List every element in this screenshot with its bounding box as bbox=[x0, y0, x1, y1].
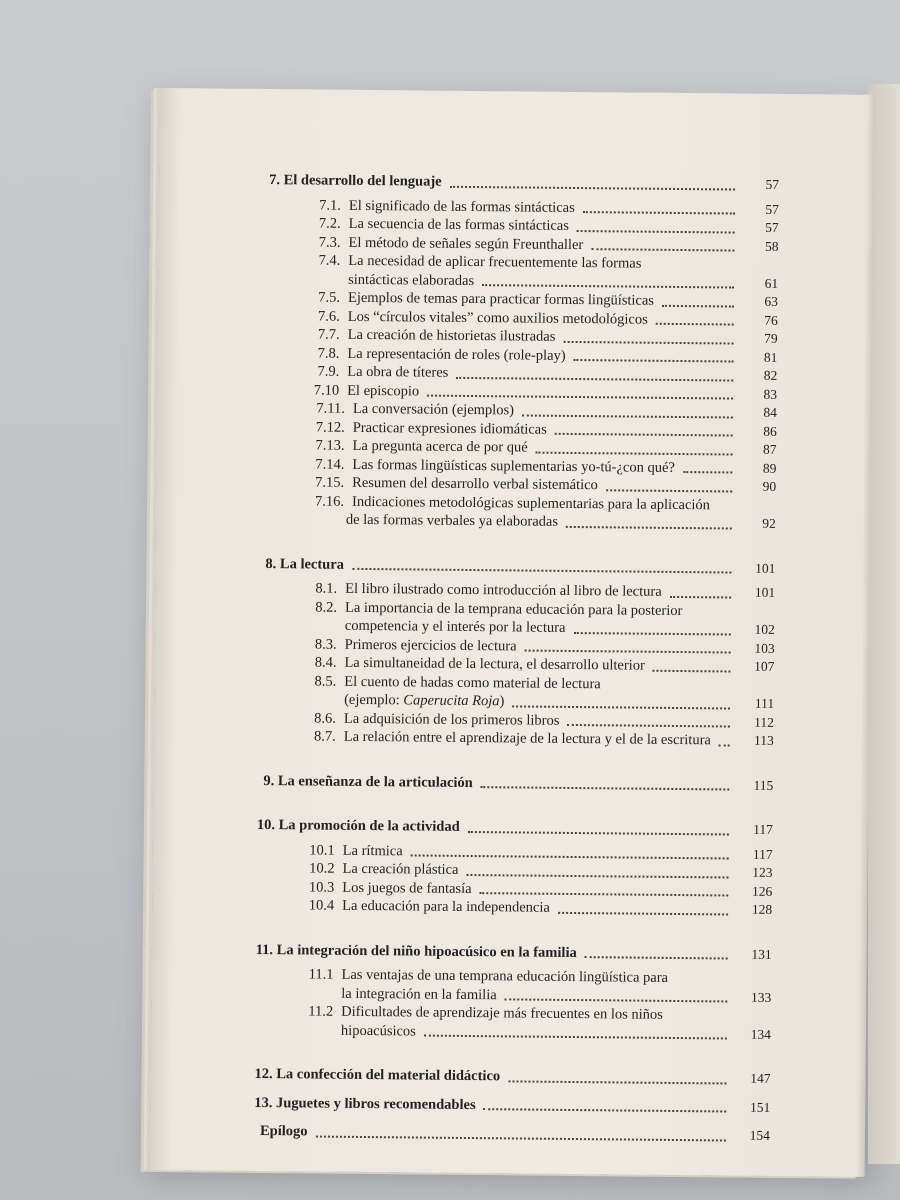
leader-dots bbox=[427, 394, 733, 400]
chapter-heading bbox=[263, 772, 473, 793]
chapter-heading bbox=[256, 940, 577, 962]
leader-dots bbox=[352, 567, 731, 574]
section-title: La obra de títeres bbox=[347, 363, 449, 381]
chapter-number: 13. bbox=[254, 1094, 273, 1111]
section-number: 7.15. bbox=[315, 474, 345, 491]
section-number: 8.5. bbox=[314, 673, 337, 690]
toc-section-entry[interactable] bbox=[265, 598, 775, 640]
chapter-number: 8. bbox=[265, 555, 277, 572]
section-page-number: 86 bbox=[763, 423, 777, 439]
leader-dots bbox=[567, 723, 730, 728]
section-title: Indicaciones metodológicas suplementarias para la aplicación bbox=[351, 493, 711, 513]
chapter-page-number: 154 bbox=[749, 1127, 771, 1143]
chapter-page-number: 151 bbox=[749, 1099, 771, 1115]
section-page-number: 101 bbox=[754, 584, 776, 600]
section-page-number: 89 bbox=[762, 460, 777, 476]
section-page-number: 92 bbox=[762, 515, 776, 531]
chapter-title: Epílogo bbox=[259, 1123, 308, 1140]
toc-section-entry[interactable] bbox=[268, 251, 778, 293]
section-title: La secuencia de las formas sintácticas bbox=[348, 215, 569, 234]
chapter-number: 10. bbox=[256, 816, 276, 834]
section-number: 8.4. bbox=[314, 654, 337, 671]
section-heading bbox=[284, 672, 601, 694]
leader-dots bbox=[522, 413, 733, 418]
section-number: 11.2 bbox=[308, 1003, 334, 1020]
section-page-number: 111 bbox=[754, 695, 775, 711]
section-heading bbox=[281, 1002, 663, 1024]
section-number: 8.2. bbox=[315, 599, 338, 616]
chapter-title: Juguetes y libros recomendables bbox=[275, 1094, 476, 1113]
leader-dots bbox=[536, 450, 733, 455]
section-number: 7.8. bbox=[317, 345, 340, 362]
section-heading bbox=[282, 859, 458, 879]
section-heading bbox=[282, 878, 471, 898]
section-page-number: 90 bbox=[762, 478, 777, 494]
section-number: 7.1. bbox=[319, 197, 341, 214]
section-number: 7.16. bbox=[314, 493, 345, 510]
chapter-page-number: 117 bbox=[753, 821, 773, 837]
section-page-number: 58 bbox=[764, 238, 779, 254]
section-title: La importancia de la temprana educación para la posterior bbox=[344, 599, 683, 619]
section-title: La rítmica bbox=[342, 842, 403, 859]
section-page-number: 83 bbox=[763, 386, 778, 402]
leader-dots bbox=[468, 829, 729, 835]
leader-dots bbox=[719, 743, 730, 746]
section-heading bbox=[287, 418, 547, 439]
section-page-number: 103 bbox=[754, 640, 775, 656]
section-heading bbox=[282, 896, 550, 917]
table-of-contents bbox=[254, 171, 780, 1145]
section-page-number: 123 bbox=[752, 864, 773, 880]
leader-dots bbox=[482, 283, 734, 288]
section-heading bbox=[281, 965, 668, 987]
toc-section-entry[interactable] bbox=[261, 1002, 771, 1044]
section-page-number: 61 bbox=[764, 275, 779, 291]
chapter-number: 12. bbox=[254, 1065, 273, 1083]
section-number: 7.10 bbox=[313, 381, 340, 399]
section-heading bbox=[287, 381, 419, 401]
section-number: 8.1. bbox=[315, 580, 338, 597]
chapter-heading bbox=[269, 171, 442, 191]
section-number: 7.2. bbox=[318, 215, 341, 232]
section-number: 8.3. bbox=[314, 636, 337, 653]
toc-section-entry[interactable] bbox=[264, 672, 774, 714]
section-number: 10.1 bbox=[309, 841, 335, 859]
leader-dots bbox=[662, 303, 734, 307]
book-page bbox=[150, 88, 875, 1177]
section-page-number: 113 bbox=[753, 732, 774, 748]
section-number: 8.7. bbox=[313, 728, 336, 745]
section-page-number: 128 bbox=[751, 901, 773, 917]
chapter-title: La promoción de la actividad bbox=[278, 817, 460, 835]
leader-dots bbox=[558, 910, 728, 915]
leader-dots bbox=[564, 339, 734, 344]
chapter-title: La enseñanza de la articulación bbox=[277, 772, 473, 791]
chapter-heading bbox=[257, 816, 460, 836]
section-number: 7.4. bbox=[318, 252, 341, 269]
section-title-continued: hipoacúsicos bbox=[340, 1022, 416, 1039]
section-number: 10.3 bbox=[308, 878, 335, 896]
section-title: La representación de roles (role-play) bbox=[347, 345, 566, 364]
section-page-number: 112 bbox=[754, 714, 775, 730]
leader-dots bbox=[483, 1107, 726, 1112]
leader-dots bbox=[566, 524, 732, 529]
chapter-number: 11. bbox=[255, 941, 274, 958]
chapter-title: La lectura bbox=[279, 555, 345, 573]
section-title: Las formas lingüísticas suplementarias yo-tú-¿con qué? bbox=[352, 456, 675, 476]
chapter-page-number: 131 bbox=[751, 946, 772, 962]
section-page-number: 76 bbox=[764, 312, 778, 328]
section-number: 7.13. bbox=[315, 437, 345, 454]
section-page-number: 133 bbox=[750, 989, 772, 1005]
leader-dots bbox=[479, 891, 728, 896]
section-heading bbox=[287, 399, 514, 420]
leader-dots bbox=[424, 1034, 727, 1040]
leader-dots bbox=[585, 955, 728, 959]
section-title: La simultaneidad de la lectura, el desarrollo ulterior bbox=[344, 654, 645, 674]
leader-dots bbox=[591, 247, 734, 251]
section-title-continued: competencia y el interés por la lectura bbox=[344, 617, 566, 636]
section-page-number: 57 bbox=[765, 219, 779, 235]
toc-chapter-entry[interactable] bbox=[260, 1122, 770, 1145]
section-title: La creación plástica bbox=[342, 860, 459, 878]
section-page-number: 63 bbox=[764, 293, 779, 309]
section-title: La necesidad de aplicar frecuentemente las formas bbox=[348, 252, 642, 272]
leader-dots bbox=[683, 470, 732, 473]
section-heading bbox=[288, 251, 641, 273]
toc-section-entry[interactable] bbox=[266, 492, 776, 534]
chapter-page-number: 147 bbox=[750, 1070, 771, 1086]
section-number: 11.1 bbox=[308, 966, 334, 983]
leader-dots bbox=[480, 785, 729, 790]
section-title: Primeros ejercicios de lectura bbox=[344, 636, 517, 654]
leader-dots bbox=[456, 375, 733, 381]
chapter-page-number: 115 bbox=[753, 777, 774, 793]
section-number: 7.5. bbox=[318, 289, 341, 306]
chapter-title: La integración del niño hipoacúsico en la familia bbox=[276, 941, 577, 961]
leader-dots bbox=[316, 1134, 726, 1141]
leader-dots bbox=[606, 488, 732, 492]
chapter-heading bbox=[254, 1065, 500, 1086]
section-page-number: 84 bbox=[763, 404, 777, 420]
leader-dots bbox=[670, 594, 731, 598]
section-title: Ejemplos de temas para practicar formas lingüísticas bbox=[347, 289, 655, 309]
chapter-number: 7. bbox=[269, 172, 281, 189]
section-number: 7.3. bbox=[318, 234, 341, 251]
chapter-page-number: 57 bbox=[765, 176, 780, 192]
italic-title: Caperucita Roja bbox=[403, 692, 500, 710]
leader-dots bbox=[574, 630, 731, 635]
section-heading bbox=[283, 841, 403, 861]
section-page-number: 102 bbox=[754, 621, 775, 637]
section-title: El episcopio bbox=[347, 382, 420, 400]
section-number: 7.9. bbox=[317, 363, 340, 380]
section-title: La educación para la independencia bbox=[342, 897, 550, 916]
section-title: Dificultades de aprendizaje más frecuentes en los niños bbox=[341, 1003, 663, 1023]
section-title-continued: la integración en la familia bbox=[341, 985, 497, 1003]
section-title-continued: de las formas verbales ya elaboradas bbox=[345, 511, 559, 530]
chapter-title: El desarrollo del lenguaje bbox=[283, 172, 442, 190]
section-page-number: 134 bbox=[750, 1026, 772, 1042]
section-page-number: 126 bbox=[751, 883, 773, 899]
leader-dots bbox=[652, 668, 730, 672]
chapter-heading bbox=[265, 555, 344, 574]
section-title: Los “círculos vitales” como auxilios metodológicos bbox=[347, 308, 648, 328]
section-title: La pregunta acerca de por qué bbox=[352, 437, 528, 456]
leader-dots bbox=[411, 853, 729, 859]
section-number: 7.6. bbox=[317, 308, 340, 325]
leader-dots bbox=[504, 997, 727, 1002]
chapter-heading bbox=[254, 1093, 476, 1114]
leader-dots bbox=[583, 210, 735, 214]
section-page-number: 117 bbox=[752, 846, 773, 862]
leader-dots bbox=[573, 358, 733, 363]
section-number: 10.2 bbox=[309, 860, 335, 877]
section-number: 10.4 bbox=[308, 897, 335, 914]
section-number: 7.7. bbox=[317, 326, 340, 343]
leader-dots bbox=[656, 322, 734, 326]
chapter-page-number: 101 bbox=[755, 560, 776, 576]
leader-dots bbox=[525, 649, 731, 654]
section-page-number: 81 bbox=[763, 349, 778, 365]
leader-dots bbox=[577, 229, 735, 234]
section-heading bbox=[285, 635, 517, 656]
section-page-number: 79 bbox=[764, 330, 778, 346]
leader-dots bbox=[512, 704, 730, 709]
section-title: La adquisición de los primeros libros bbox=[343, 710, 560, 729]
section-title: El cuento de hadas como material de lectura bbox=[344, 673, 601, 692]
section-number: 7.14. bbox=[315, 456, 345, 473]
section-title: Las ventajas de una temprana educación lingüística para bbox=[341, 966, 669, 986]
leader-dots bbox=[555, 432, 733, 437]
section-title: El libro ilustrado como introducción al libro de lectura bbox=[345, 580, 662, 600]
section-title: Resumen del desarrollo verbal sistemático bbox=[352, 474, 598, 494]
chapter-number: 9. bbox=[263, 772, 275, 789]
section-title: La relación entre el aprendizaje de la lectura y el de la escritura bbox=[343, 728, 711, 749]
section-title: Los juegos de fantasía bbox=[342, 879, 472, 897]
section-title: La conversación (ejemplos) bbox=[352, 400, 515, 419]
section-title-continued: (ejemplo: Caperucita Roja) bbox=[344, 691, 505, 710]
section-number: 7.11. bbox=[316, 400, 346, 417]
leader-dots bbox=[450, 184, 735, 190]
section-title: La creación de historietas ilustradas bbox=[347, 326, 556, 345]
toc-section-entry[interactable] bbox=[261, 965, 771, 1007]
leader-dots bbox=[466, 872, 728, 878]
section-page-number: 87 bbox=[762, 441, 777, 457]
section-page-number: 82 bbox=[763, 367, 778, 383]
section-title: Practicar expresiones idiomáticas bbox=[352, 419, 547, 438]
chapter-heading bbox=[260, 1122, 308, 1141]
section-heading bbox=[287, 362, 448, 382]
section-title-continued: sintácticas elaboradas bbox=[348, 271, 475, 289]
section-number: 7.12. bbox=[315, 419, 345, 436]
section-title: El método de señales según Freunthaller bbox=[348, 234, 584, 253]
section-title: El significado de las formas sintácticas bbox=[348, 197, 575, 216]
leader-dots bbox=[508, 1079, 726, 1084]
section-number: 8.6. bbox=[314, 710, 337, 727]
section-page-number: 107 bbox=[754, 658, 775, 674]
section-page-number: 57 bbox=[765, 201, 779, 217]
section-heading bbox=[286, 436, 527, 457]
chapter-title: La confección del material didáctico bbox=[276, 1066, 501, 1085]
